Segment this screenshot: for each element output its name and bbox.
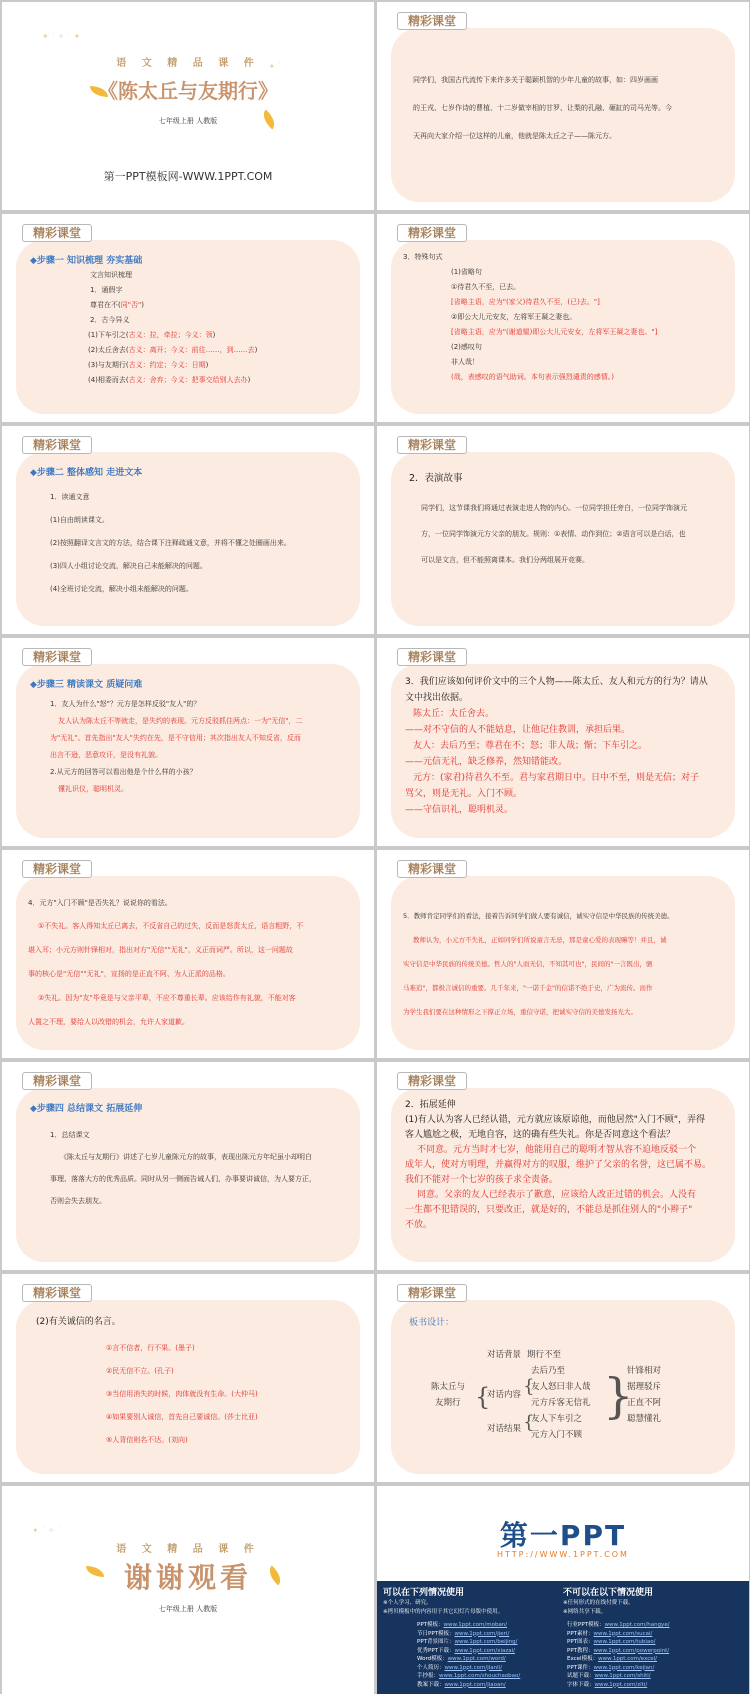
step-heading: ◆步骤四 总结课文 拓展延伸	[30, 1104, 143, 1114]
quote-line: ②民无信不立。(孔子)	[106, 1367, 174, 1375]
link-url[interactable]: www.1ppt.com/powerpoint/	[593, 1647, 670, 1654]
quote-line: ⑤人背信则名不达。(刘向)	[106, 1436, 188, 1444]
text-line: 《陈太丘与友期行》讲述了七岁儿童陈元方的故事，表现出陈元方年纪虽小却明白	[60, 1153, 312, 1161]
can-use-item: ※拷贝模板中的内容用于其它幻灯片母版中使用。	[383, 1609, 504, 1615]
text-line: 尊君在不(同"否")	[90, 301, 144, 309]
board-keyword: 正直不阿	[627, 1398, 662, 1408]
brace-icon: {	[475, 1383, 491, 1411]
text-line: (2)感叹句	[451, 343, 482, 351]
link-label: 试题下载：	[567, 1673, 595, 1679]
slide-quotes[interactable]	[2, 1274, 374, 1482]
slide-extend[interactable]	[377, 1062, 749, 1270]
link-row[interactable]	[417, 1681, 520, 1690]
slide-tag: 精彩课堂	[22, 1072, 92, 1090]
text-line: 1．总结课文	[50, 1131, 90, 1139]
link-url[interactable]: www.1ppt.com/moban/	[443, 1622, 508, 1628]
link-row[interactable]	[417, 1672, 520, 1681]
cover-title: 《陈太丘与友期行》	[98, 79, 278, 103]
brand-url[interactable]: HTTP://WWW.1PPT.COM	[497, 1550, 629, 1559]
question-line: 3．我们应该如何评价文中的三个人物——陈太丘、友人和元方的行为？请从	[405, 677, 708, 687]
slide-board[interactable]	[377, 1274, 749, 1482]
answer-line: 不放。	[405, 1220, 433, 1230]
link-row[interactable]	[567, 1630, 670, 1639]
content-panel	[391, 452, 735, 626]
logo-area	[377, 1486, 749, 1581]
cannot-use-heading: 不可以在以下情况使用	[563, 1588, 654, 1598]
board-item: 元方入门不顾	[531, 1430, 583, 1440]
link-row[interactable]	[567, 1638, 670, 1647]
text-line: 文言知识梳理	[90, 271, 132, 279]
link-url[interactable]: www.1ppt.com/jieri/	[454, 1630, 510, 1637]
link-url[interactable]: www.1ppt.com/excel/	[598, 1656, 658, 1662]
link-url[interactable]: www.1ppt.com/kejian/	[593, 1664, 655, 1671]
link-label: PPT图表：	[567, 1639, 594, 1645]
intro-line: 同学们，我国古代流传下来许多关于聪颖机智的少年儿童的故事，如：四岁画画	[413, 76, 658, 84]
text-line: 1．读通文意	[50, 493, 90, 501]
answer-line: ①不失礼。客人得知太丘已离去，不反省自己的过失，反而是怒责太丘，语言粗野，不	[38, 922, 304, 930]
link-label: 个人简历：	[417, 1664, 445, 1671]
link-url[interactable]: www.1ppt.com/word/	[447, 1656, 506, 1662]
text-line: (4)全班讨论交流，解决小组未能解决的问题。	[50, 585, 193, 593]
thanks-title: 谢谢观看	[123, 1561, 252, 1594]
link-label: 优秀PPT下载：	[417, 1647, 455, 1654]
slide-tag: 精彩课堂	[397, 12, 467, 30]
link-label: 教案下载：	[417, 1681, 445, 1688]
slide-tag: 精彩课堂	[397, 860, 467, 878]
text-line: 方，一位同学饰演元方父亲的朋友。规则：①表情、动作到位；②语言可以是白话，也	[421, 530, 686, 538]
answer-line: 骂父，则是无礼。入门不顾。	[405, 789, 523, 799]
link-label: Word模板：	[417, 1656, 448, 1662]
answer-line: 元方：(家君)待君久不至。君与家君期日中。日中不至，则是无信；对子	[413, 773, 700, 783]
question-line: 客人尴尬之极，无地自容，这的确有些失礼。你是否同意这个看法？	[405, 1130, 676, 1140]
answer-line: [省略主语，应为"(家父)待君久不至，(已)去。"]	[451, 298, 600, 306]
intro-line: 的王戎、七岁作诗的曹植、十二岁做宰相的甘罗、让梨的孔融、砸缸的司马光等。今	[413, 104, 672, 112]
board-keyword: 针锋相对	[627, 1366, 662, 1376]
text-line: 同学们，这节课我们将通过表演走进人物的内心。一位同学担任旁白，一位同学饰演元	[421, 504, 687, 512]
text-line: 可以是文言，但不能照离课本。我们分两组展开竞赛。	[421, 556, 589, 564]
text-line: (2)按照翻译文言文的方法，结合课下注释疏通文意，并将不懂之处圈画出来。	[50, 539, 291, 547]
answer-line: 懂礼识仪，聪明机灵。	[58, 785, 128, 793]
link-row[interactable]	[417, 1621, 520, 1630]
answer-line: 堪入耳；小元方则针锋相对，指出对方"无信""无礼"，义正而词严。所以，这一问题故	[28, 946, 293, 954]
decor-dots: ˙ ✦ ˙	[262, 62, 282, 71]
answer-line: ——元信无礼，缺乏修养，然知错能改。	[405, 757, 568, 767]
answer-line: [省略主语，应为"(谢道韫)即公大儿元安女，左将军王凝之妻也。"]	[451, 328, 658, 336]
answer-line: 陈太丘：太丘舍去。	[413, 709, 495, 719]
slide-tag: 精彩课堂	[22, 860, 92, 878]
slide-tag: 精彩课堂	[22, 648, 92, 666]
text-line: 3．特殊句式	[403, 253, 443, 261]
link-url[interactable]: www.1ppt.com/jianli/	[444, 1664, 503, 1671]
text-line: 1．通假字	[90, 286, 123, 294]
text-line: 2.从元方的回答可以看出他是个什么样的小孩？	[50, 768, 197, 776]
slide-discuss[interactable]	[2, 850, 374, 1058]
cover-subtitle: 语 文 精 品 课 件	[116, 58, 260, 69]
can-use-item: ※个人学习、研究。	[383, 1600, 432, 1606]
link-label: 行业PPT模板：	[567, 1622, 605, 1628]
text-line: (2)有关诚信的名言。	[36, 1317, 121, 1327]
link-row[interactable]	[417, 1630, 520, 1639]
answer-line: 友人认为陈太丘不等就走，是失约的表现。元方反驳抓住两点：一为"无信"，二	[58, 717, 303, 725]
text-line: 1．友人为什么"怒"？元方是怎样反驳"友人"的？	[50, 700, 201, 708]
cannot-use-item: ※网络共享下载。	[563, 1609, 607, 1615]
link-row[interactable]	[567, 1621, 670, 1630]
content-panel	[16, 664, 360, 838]
slide-step3[interactable]	[2, 638, 374, 846]
link-label: 节日PPT模板：	[417, 1630, 455, 1637]
slide-intro[interactable]	[377, 2, 749, 210]
answer-line: 成年人，使对方明理，并赢得对方的叹服，维护了父亲的名誉，这已属不易。	[405, 1160, 712, 1170]
content-panel	[16, 876, 360, 1050]
brand-logo: 第一PPT	[499, 1519, 627, 1552]
answer-line: 为学生我们要在这种情形之下撑正立场，重信守诺，把诚实守信的美德发扬光大。	[403, 1008, 637, 1016]
slide-evaluate[interactable]	[377, 638, 749, 846]
board-keyword: 据理驳斥	[627, 1382, 662, 1392]
link-label: Excel模板：	[567, 1656, 599, 1662]
link-row[interactable]	[417, 1647, 520, 1656]
link-url[interactable]: www.1ppt.com/tubiao/	[593, 1639, 656, 1645]
link-row[interactable]	[567, 1672, 670, 1681]
content-panel	[16, 1300, 360, 1474]
link-url[interactable]: www.1ppt.com/shiti/	[594, 1673, 651, 1679]
link-url[interactable]: www.1ppt.com/jiaoan/	[444, 1681, 506, 1688]
usage-panel	[377, 1581, 749, 1694]
question-line: 4．元方"入门不顾"是否失礼？说说你的看法。	[28, 899, 172, 907]
slide-cover[interactable]	[2, 2, 374, 210]
text-line: 2．古今异义	[90, 316, 130, 324]
slide-thanks[interactable]	[2, 1486, 374, 1694]
text-line: 事理、落落大方的优秀品质。同时从另一侧面告诫人们，办事要讲诚信，为人要方正，	[50, 1175, 316, 1183]
board-group: 对话内容	[487, 1390, 522, 1400]
link-row[interactable]	[417, 1638, 520, 1647]
link-label: PPT教程：	[567, 1647, 594, 1654]
link-url[interactable]: www.1ppt.com/ziti/	[594, 1681, 648, 1688]
link-url[interactable]: www.1ppt.com/beijing/	[454, 1639, 518, 1645]
link-label: PPT素材：	[567, 1630, 594, 1637]
slide-copyright[interactable]	[377, 1486, 749, 1694]
link-row[interactable]	[567, 1681, 670, 1690]
board-item: 元方斥客无信礼	[531, 1398, 591, 1408]
slide-tag: 精彩课堂	[397, 224, 467, 242]
slide-tag: 精彩课堂	[397, 1284, 467, 1302]
cover-grade: 七年级上册 人教版	[158, 1605, 218, 1613]
text-line: 非人哉！	[451, 358, 479, 366]
cover-subtitle: 语 文 精 品 课 件	[116, 1544, 260, 1555]
text-line: (2)太丘舍去(古义：离开；今义：前往……，到……去)	[88, 346, 258, 354]
cover-website: 第一PPT模板网-WWW.1PPT.COM	[103, 170, 273, 183]
board-heading: 板书设计：	[409, 1318, 455, 1328]
text-line: 2．拓展延伸	[405, 1100, 456, 1110]
link-row[interactable]	[567, 1664, 670, 1673]
text-line: (1)省略句	[451, 268, 482, 276]
answer-line: 出言不逊，恶意攻讦，是没有礼貌。	[50, 751, 162, 759]
board-item: 友人下车引之	[531, 1414, 583, 1424]
link-label: PPT模板：	[417, 1622, 444, 1628]
answer-line: 我们不能对一个七岁的孩子求全责备。	[405, 1175, 559, 1185]
intro-line: 天再向大家介绍一位这样的儿童，他就是陈太丘之子——陈元方。	[413, 132, 616, 140]
answer-line: 人置之不理，要给人以改错的机会，允许人家道歉。	[28, 1018, 189, 1026]
slide-tag: 精彩课堂	[397, 648, 467, 666]
answer-line: ——守信识礼，聪明机灵。	[405, 805, 514, 815]
content-panel	[391, 876, 735, 1050]
link-label: 字体下载：	[567, 1681, 595, 1688]
question-line: 文中找出依据。	[405, 693, 469, 703]
link-list	[417, 1621, 520, 1689]
answer-line: 为"无礼"。首先指出"友人"失约在先，是不守信用；其次指出友人不知反省，反而	[50, 734, 301, 742]
brace-icon: {	[523, 1412, 535, 1433]
answer-line: 不同意。元方当时才七岁，他能用自己的聪明才智从容不迫地反驳一个	[417, 1145, 697, 1155]
board-group: 对话结果	[487, 1424, 522, 1434]
link-row[interactable]	[567, 1655, 670, 1664]
content-panel	[391, 1300, 735, 1474]
answer-line: ②失礼。因为"友"毕竟是与父亲平辈，不应不尊重长辈。应该给作有礼貌，不能对客	[38, 994, 296, 1002]
slide-step4[interactable]	[2, 1062, 374, 1270]
text-line: 5．教师肯定同学们的看法，接着告诉同学们做人要有诚信，诚实守信是中华民族的传统美德。	[403, 912, 674, 920]
board-center: 陈太丘与	[431, 1382, 466, 1392]
text-line: 2．表演故事	[409, 473, 463, 484]
quote-line: ④如果要别人诚信，首先自己要诚信。(莎士比亚)	[106, 1413, 258, 1421]
content-panel	[16, 240, 360, 414]
link-url[interactable]: www.1ppt.com/xiazai/	[454, 1647, 516, 1654]
answer-line: 马难追"，都极言诚信的重要。几千年来，"一诺千金"的信诺不绝于史，广为流传。而作	[403, 984, 653, 992]
board-item: 友人怒曰非人哉	[531, 1382, 591, 1392]
link-label: 手抄报：	[417, 1673, 440, 1679]
slide-step1[interactable]	[2, 214, 374, 422]
text-line: (1)下车引之(古义：拉，牵拉；今义：领)	[88, 331, 216, 339]
link-row[interactable]	[567, 1647, 670, 1656]
content-panel	[16, 1088, 360, 1262]
step-heading: ◆步骤一 知识梳理 夯实基础	[30, 256, 143, 266]
board-item: 去后乃至	[531, 1366, 566, 1376]
link-list	[567, 1621, 670, 1689]
text-line: ②即公大儿元安友，左将军王凝之妻也。	[451, 313, 577, 321]
answer-line: 一生都不犯错误的，只要改正，就是好的，不能总是抓住别人的"小辫子"	[405, 1205, 693, 1215]
answer-line: 事的核心是"无信""无礼"，宣扬的是正直不阿、为人正派的品格。	[28, 970, 230, 978]
text-line: (4)相委而去(古义：舍弃；今义：把事交给别人去办)	[88, 376, 251, 384]
cover-grade: 七年级上册 人教版	[158, 117, 218, 125]
slide-teacher[interactable]	[377, 850, 749, 1058]
quote-line: ①言不信者，行不果。(墨子)	[106, 1344, 195, 1352]
slide-tag: 精彩课堂	[397, 1072, 467, 1090]
question-line: (1)有人认为客人已经认错，元方就应该原谅他，而他居然"入门不顾"，弄得	[405, 1115, 706, 1125]
link-row[interactable]	[417, 1664, 520, 1673]
text-line: (3)与友期行(古义：约定；今义：日期)	[88, 361, 209, 369]
slide-step2[interactable]	[2, 426, 374, 634]
text-line: (1)自由朗读课文。	[50, 516, 109, 524]
content-panel	[391, 240, 735, 414]
board-item: 期行不至	[527, 1350, 562, 1360]
brace-icon: {	[523, 1376, 535, 1397]
answer-line: ——对不守信的人不能姑息，让他记住教训，承担后果。	[405, 725, 631, 735]
link-row[interactable]	[417, 1655, 520, 1664]
content-panel	[391, 1088, 735, 1262]
answer-line: (哉，表感叹的语气助词。本句表示强烈谴责的感情。)	[451, 373, 614, 381]
slide-sentence[interactable]	[377, 214, 749, 422]
decor-dots: ✦ ˙ ✧ ˙	[32, 1526, 62, 1535]
link-url[interactable]: www.1ppt.com/sucai/	[593, 1630, 653, 1637]
text-line: (3)四人小组讨论交流，解决自己未能解决的问题。	[50, 562, 207, 570]
link-label: PPT背景图片：	[417, 1639, 455, 1645]
slide-tag: 精彩课堂	[22, 224, 92, 242]
board-keyword: 聪慧懂礼	[627, 1414, 662, 1424]
board-group: 对话背景	[487, 1350, 522, 1360]
answer-line: 友人：去后乃至；尊君在不；怒；非人哉；惭；下车引之。	[413, 741, 648, 751]
text-line: ①待君久不至，已去。	[451, 283, 521, 291]
answer-line: 教师认为，小元方不失礼，正如同学们所说童言无忌，那是童心爱的表现嘛等！并且，诚	[413, 936, 667, 944]
board-center: 友期行	[435, 1398, 461, 1408]
content-panel	[391, 28, 735, 202]
text-line: 否则会失去朋友。	[50, 1197, 106, 1205]
content-panel	[16, 452, 360, 626]
decor-dots: ✦ ˙ ✧ ˙ ✦	[42, 32, 81, 41]
quote-line: ③当信用消失的时候，肉体就没有生命。(大仲马)	[106, 1390, 258, 1398]
link-url[interactable]: www.1ppt.com/hangye/	[604, 1622, 670, 1628]
slide-tag: 精彩课堂	[22, 1284, 92, 1302]
link-url[interactable]: www.1ppt.com/shouchaobao/	[439, 1673, 521, 1679]
brace-icon: }	[603, 1368, 634, 1424]
slide-tag: 精彩课堂	[22, 436, 92, 454]
step-heading: ◆步骤三 精读课文 质疑问难	[30, 680, 143, 690]
can-use-heading: 可以在下列情况使用	[383, 1588, 465, 1598]
slide-perform[interactable]	[377, 426, 749, 634]
content-panel	[391, 664, 735, 838]
cannot-use-item: ※任何形式的在线付费下载。	[563, 1600, 634, 1606]
step-heading: ◆步骤二 整体感知 走进文本	[30, 468, 143, 478]
answer-line: 实守信是中华民族的传统美德。哲人的"人而无信，不知其可也"，民间的"一言既出，驷	[403, 960, 653, 968]
link-label: PPT课件：	[567, 1664, 594, 1671]
slide-tag: 精彩课堂	[397, 436, 467, 454]
answer-line: 同意。父亲的友人已经表示了歉意，应该给人改正过错的机会。人没有	[417, 1190, 697, 1200]
